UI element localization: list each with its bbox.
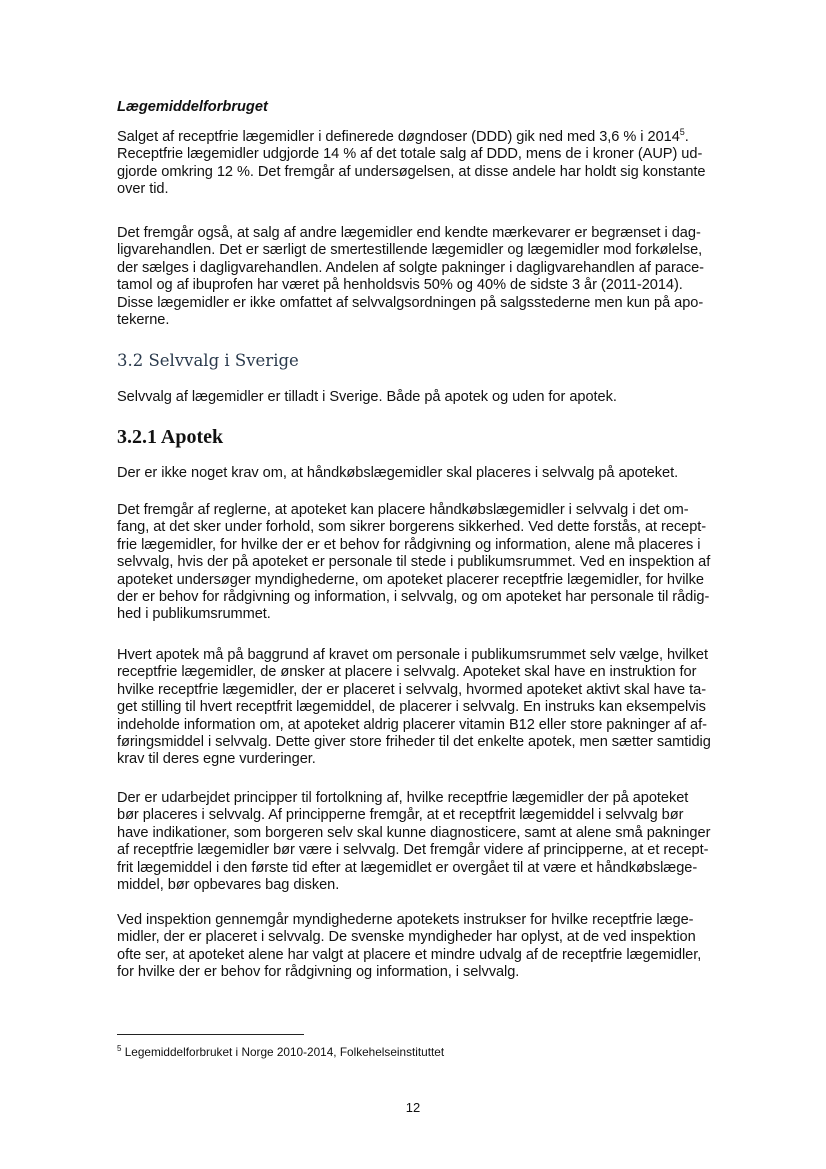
page-number: 12 xyxy=(405,1100,421,1115)
paragraph-line: der sælges i dagligvarehandlen. Andelen af solgte pakninger i dagligvarehandlen af parace- xyxy=(117,259,704,276)
paragraph-line: selvvalg, hvis der på apoteket er personale til stede i publikumsrummet. Ved en inspektion af xyxy=(117,554,711,571)
paragraph-line: indeholde information om, at apoteket aldrig placerer vitamin B12 eller store pakninger af af- xyxy=(117,716,707,733)
footnote-marker: 5 xyxy=(117,1044,122,1054)
paragraph-3 xyxy=(117,389,735,406)
paragraph-line: gjorde omkring 12 %. Det fremgår af undersøgelsen, at disse andele har holdt sig konstante xyxy=(117,163,706,180)
paragraph-2 xyxy=(117,225,735,329)
paragraph-6 xyxy=(117,647,735,769)
footnote-divider xyxy=(117,1034,304,1035)
paragraph-line: frie lægemidler, for hvilke der er et behov for rådgivning og information, alene må placeres i xyxy=(117,536,701,553)
paragraph-line: tekerne. xyxy=(117,312,170,329)
section-title-3-2-1: 3.2.1 Apotek xyxy=(117,426,224,448)
paragraph-8 xyxy=(117,912,735,982)
paragraph-line: frit lægemiddel i den første tid efter at lægemidlet er overgået til at være et håndkøbslæge- xyxy=(117,859,698,876)
paragraph-line: Det fremgår også, at salg af andre lægemidler end kendte mærkevarer er begrænset i dag- xyxy=(117,225,701,241)
paragraph-line: Receptfrie lægemidler udgjorde 14 % af det totale salg af DDD, mens de i kroner (AUP) ud- xyxy=(117,146,703,163)
paragraph-line: hvilke receptfrie lægemidler, der er placeret i selvvalg, hvormed apoteket aktivt skal have ta- xyxy=(117,681,707,698)
paragraph-line: midler, der er placeret i selvvalg. De svenske myndigheder har oplyst, at de ved inspektion xyxy=(117,929,696,946)
footnote xyxy=(117,1045,444,1059)
paragraph-line: der er behov for rådgivning og information, i selvvalg, og om apoteket har personale til rådig- xyxy=(117,589,710,606)
paragraph-5 xyxy=(117,502,735,624)
paragraph-line: ligvarehandlen. Det er særligt de smertestillende lægemidler og lægemidler mod forkølelse, xyxy=(117,242,703,259)
paragraph-1 xyxy=(117,129,735,199)
paragraph-line: tamol og af ibuprofen har været på henholdsvis 50% og 40% de sidste 3 år (2011-2014). xyxy=(117,277,683,294)
paragraph-7 xyxy=(117,790,735,894)
paragraph-line: bør placeres i selvvalg. Af principperne fremgår, at et receptfrit lægemiddel i selvvalg bør xyxy=(117,807,684,824)
paragraph-line: Disse lægemidler er ikke omfattet af selvvalgsordningen på salgsstederne men kun på apo- xyxy=(117,294,704,311)
paragraph-line: middel, bør opbevares bag disken. xyxy=(117,877,340,894)
paragraph-line: Selvvalg af lægemidler er tilladt i Sverige. Både på apotek og uden for apotek. xyxy=(117,389,617,405)
paragraph-line: Ved inspektion gennemgår myndighederne apotekets instrukser for hvilke receptfrie læge- xyxy=(117,912,694,928)
footnote-text: Legemiddelforbruket i Norge 2010-2014, Folkehelseinstituttet xyxy=(124,1045,445,1059)
footnote-reference[interactable]: 5 xyxy=(679,127,685,138)
paragraph-line: Det fremgår af reglerne, at apoteket kan placere håndkøbslægemidler i selvvalg i det om- xyxy=(117,502,689,518)
paragraph-line: ofte ser, at apoteket alene har valgt at placere et mindre udvalg af de receptfrie lægemidler, xyxy=(117,946,702,963)
paragraph-line: af receptfrie lægemidler bør være i selvvalg. Det fremgår videre af principperne, at et recept- xyxy=(117,842,709,859)
paragraph-line: Salget af receptfrie lægemidler i definerede døgndoser (DDD) gik ned med 3,6 % i 2014$^5$. xyxy=(117,127,689,145)
paragraph-line: krav til deres egne vurderinger. xyxy=(117,751,316,768)
paragraph-line: føringsmiddel i selvvalg. Dette giver store friheder til det enkelte apotek, men sætter samtidig xyxy=(117,734,711,751)
paragraph-line: receptfrie lægemidler, de ønsker at placere i selvvalg. Apoteket skal have en instruktion for xyxy=(117,664,697,681)
paragraph-line: Der er udarbejdet principper til fortolkning af, hvilke receptfrie lægemidler der på apoteket xyxy=(117,790,689,806)
paragraph-line: get stilling til hvert receptfrit lægemiddel, de placerer i selvvalg. En instruks kan eksempelvis xyxy=(117,699,706,716)
paragraph-line: over tid. xyxy=(117,181,169,198)
section-title-3-2: 3.2 Selvvalg i Sverige xyxy=(117,351,299,370)
paragraph-4 xyxy=(117,465,735,482)
paragraph-line: Der er ikke noget krav om, at håndkøbslægemidler skal placeres i selvvalg på apoteket. xyxy=(117,465,679,481)
section-heading: Lægemiddelforbruget xyxy=(117,99,268,115)
paragraph-line: Hvert apotek må på baggrund af kravet om personale i publikumsrummet selv vælge, hvilket xyxy=(117,647,708,663)
paragraph-line: hed i publikumsrummet. xyxy=(117,606,271,623)
paragraph-line: fang, at det sker under forhold, som sikrer borgerens sikkerhed. Ved dette forstås, at recept- xyxy=(117,519,707,536)
paragraph-line: for hvilke der er behov for rådgivning og information, i selvvalg. xyxy=(117,964,520,981)
paragraph-line: have indikationer, som borgeren selv skal kunne diagnosticere, samt at alene små pakninger xyxy=(117,824,711,841)
paragraph-line: apoteket undersøger myndighederne, om apoteket placerer receptfrie lægemidler, for hvilke xyxy=(117,571,704,588)
